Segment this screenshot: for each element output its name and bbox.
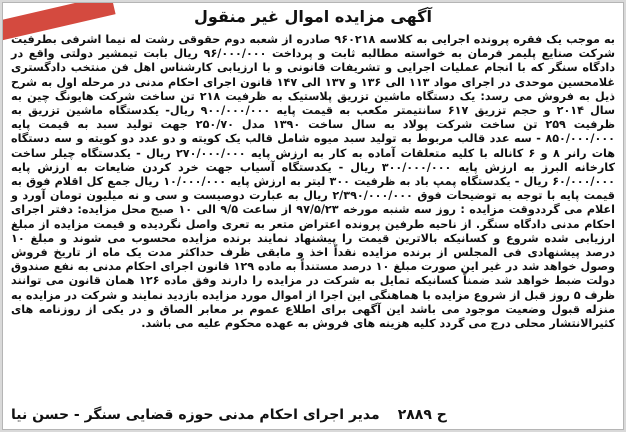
notice-footer bbox=[11, 407, 615, 423]
auction-notice bbox=[2, 2, 624, 430]
notice-signature: مدیر اجرای احکام مدنی حوزه قضایی سنگر - حسن نیا bbox=[11, 407, 380, 423]
notice-title: آگهی مزایده اموال غیر منقول bbox=[194, 7, 432, 26]
notice-body: به موجب یک فقره پرونده اجرایی به کلاسه ۹۶۰۲۱۸ صادره از شعبه دوم حقوقی رشت له نیما اشرفی بطرفیت شرکت صنایع پلیمر فرمان به خواسته مطالبه ثابت و پرداخت ۹۶/۰۰۰/۰۰۰ ریال بابت تیمشیر دولتی واقع در دادگاه سنگر که با انجام عملیات اجرایی و تشریفات قانونی و با ارزیابی کارشناس اهل فن منتخب دادگستری غلامحسین موحدی در اجرای مواد ۱۱۳ الی ۱۳۶ و ۱۳۷ الی ۱۴۷ قانون اجرای احکام مدنی در مرحله اول به شرح ذیل به فروش می رسد: یک دستگاه ماشین تزریق پلاستیک به ظرفیت ۲۱۸ تن ساخت شرکت هایونگ چین به سال ۲۰۱۴ و حجم تزریق ۶۱۷ سانتیمتر مکعب به قیمت پایه ۹۰۰/۰۰۰/۰۰۰ ریال- یکدستگاه ماشین تزریق به ظرفیت ۲۵۹ تن ساخت شرکت پولاد به سال ساخت ۱۳۹۰ مدل ۲۵۰/۷۰ جهت تولید سبد به قیمت پایه ۸۵۰/۰۰۰/۰۰۰ - سه عدد قالب مربوط به تولید سبد میوه شامل قالب یک کویته و دو عدد دو کویته و سه دستگاه هات رانر ۸ و ۶ کاناله با کلیه متعلقات آماده به کار به ارزش پایه ۲۷۰/۰۰۰/۰۰۰ ریال - یکدستگاه چیلر ساخت کارخانه البرز به ارزش پایه ۳۰۰/۰۰۰/۰۰۰ ریال - یکدستگاه آسیاب جهت خرد کردن ضایعات به ارزش پایه ۶۰/۰۰۰/۰۰۰ ریال - یکدستگاه پمپ باد به ظرفیت ۳۰۰ لیتر به ارزش پایه ۱۰/۰۰۰/۰۰۰ ریال جمع کل اقلام فوق به قیمت پایه با توجه به توضیحات فوق ۲/۳۹۰/۰۰۰/۰۰۰ ریال به عبارت دوصیست و سی و نه میلیون تومان آورد و اعلام می گرددوقت مزایده : روز سه شنبه مورخه ۹۷/۵/۲۳ از ساعت ۹/۵ الی ۱۰ صبح محل مزایده: دفتر اجرای احکام مدنی دادگاه سنگر. از ناحیه طرفین پرونده اعتراض متعر به تعری واصل نگردیده و قیمت مزایده از مبلغ ارزیابی شده شروع و کسانیکه بالاترین قیمت را پیشنهاد نمایند برنده مزایده محسوب می شوند و مبلغ ۱۰ درصد پیشنهادی فی المجلس از برنده مزایده نقداً اخذ و مابقی ظرف حداکثر مدت یک ماه از تاریخ فروش وصول خواهد شد در غیر این صورت مبلغ ۱۰ درصد مستنداً به ماده ۱۲۹ قانون اجرای احکام مدنی به نفع صندوق دولت ضبط خواهد شد ضمناً کسانیکه تمایل به شرکت در مزایده را دارند وفق ماده ۱۲۶ همان قانون می توانند ظرف ۵ روز قبل از شروع مزایده با هماهنگی این اجرا از اموال مورد مزایده بازدید نمایند و شرکت در مزایده به منزله قبول وضعیت موجود می باشد این آگهی برای اطلاع عموم بر معابر الصاق و در یکی از روزنامه های کثیرالانتشار محلی درج می گردد کلیه هزینه های فروش به عهده محکوم علیه می باشد. bbox=[11, 33, 616, 331]
notice-reference: ح ۲۸۸۹ bbox=[397, 407, 447, 423]
